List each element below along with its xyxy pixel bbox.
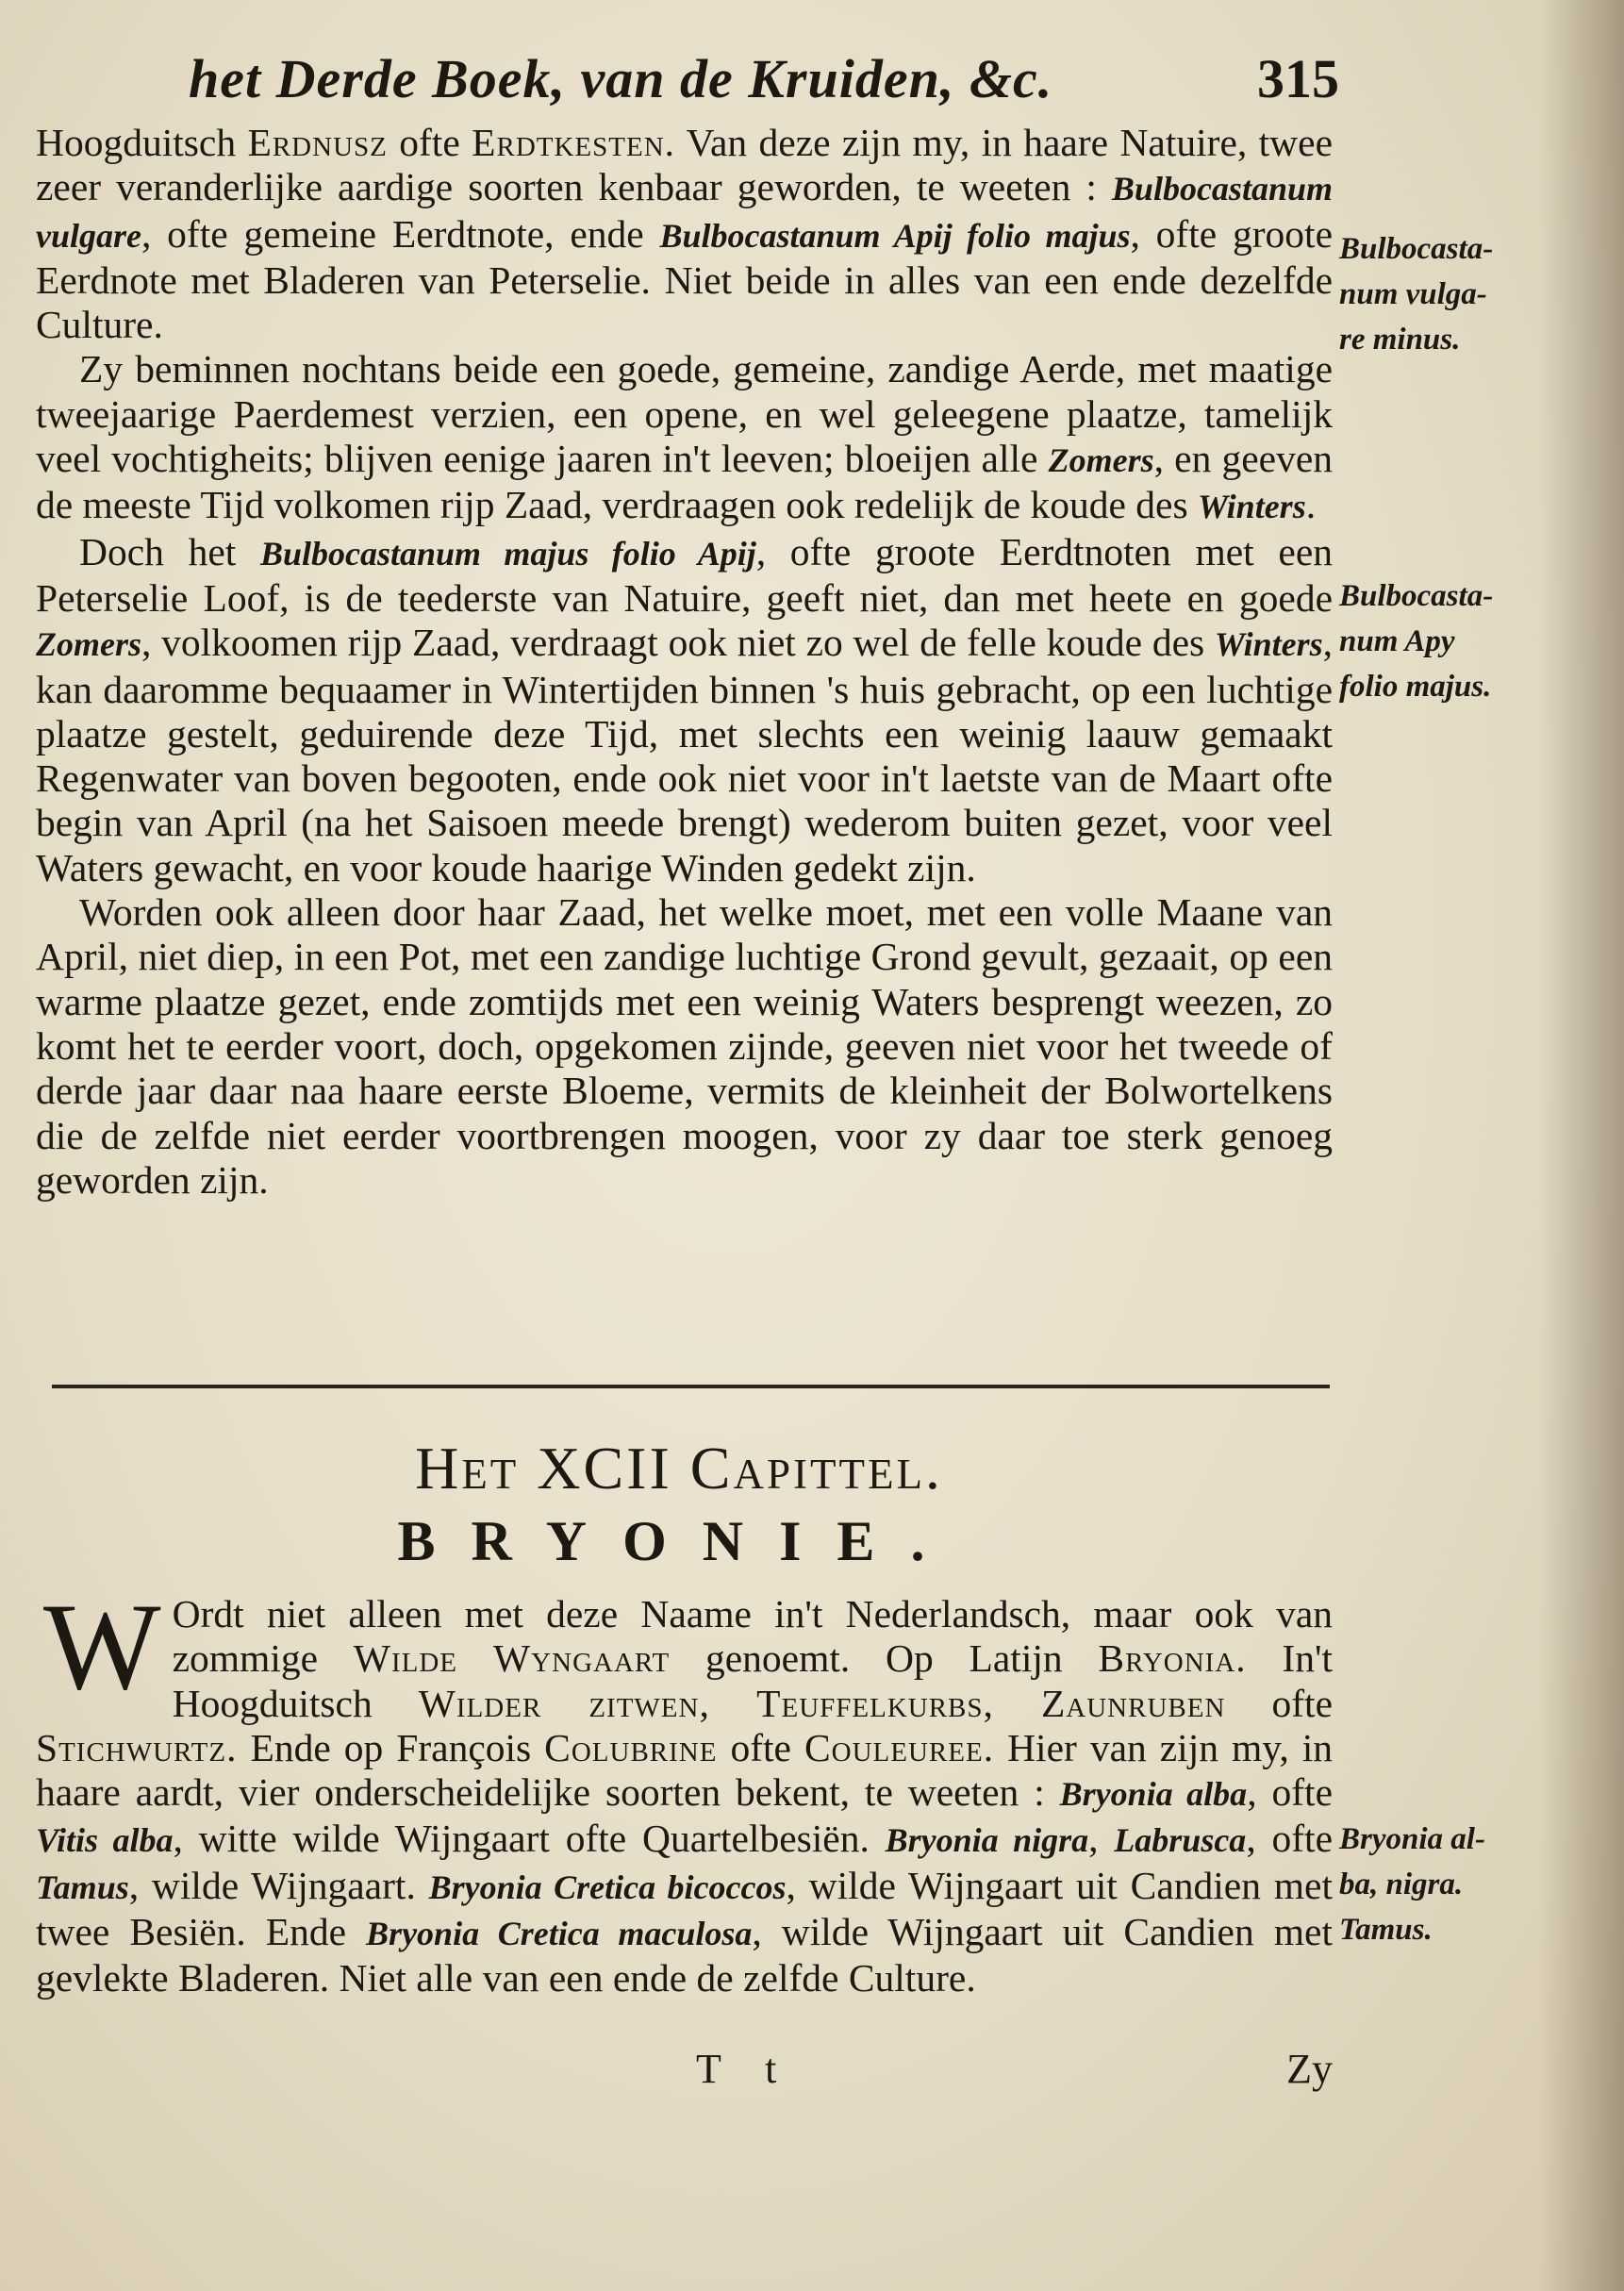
margin-note-2 bbox=[1339, 573, 1528, 709]
text-run: , ofte bbox=[1247, 1770, 1333, 1815]
paragraph-1 bbox=[36, 121, 1333, 347]
text-run: genoemt. Op Latijn bbox=[670, 1636, 1099, 1681]
running-head: het Derde Boek, van de Kruiden, &c. bbox=[189, 48, 1053, 109]
term-erdtkesten: Erdtkesten. bbox=[472, 121, 676, 164]
margin-note-line: re minus. bbox=[1339, 323, 1461, 357]
chapter-title: BRYONIE. bbox=[397, 1510, 961, 1572]
term-bryonia: Bryonia. bbox=[1098, 1636, 1247, 1681]
catchword: Zy bbox=[1286, 2046, 1333, 2092]
text-run: , wilde Wijngaart. bbox=[128, 1863, 429, 1907]
text-run: Ordt niet alleen met deze Naame in't Nederlandsch, maar ook van zommige bbox=[172, 1592, 1333, 1681]
margin-note-3 bbox=[1339, 1817, 1528, 1952]
latin-name: Bulbocastanum vulgare bbox=[36, 170, 1333, 255]
italic-word: Winters bbox=[1214, 625, 1323, 664]
text-run: , ofte groote Eerdtnoten met een Peterselie Loof, is de teederste van Natuire, geeft niet, dan met heete en goede bbox=[36, 529, 1333, 620]
text-run: , wilde Wijngaart uit Candien met gevlekte Bladeren. Niet alle van een ende de zelfde Culture. bbox=[36, 1910, 1333, 2000]
text-run: , kan daaromme bequaamer in Wintertijden binnen 's huis gebracht, op een luchtige plaatze gestelt, geduirende deze Tijd, met slechts een weinig laauw gemaakt Regenwater van boven begooten, ende ook niet voor in't laetste van de Maart ofte begin van April (na het Saisoen meede brengt) wederom buiten gezet, voor veel Waters gewacht, en voor koude haarige Winden gedekt zijn. bbox=[36, 621, 1333, 889]
latin-name: Vitis alba bbox=[36, 1821, 174, 1860]
section-two-text bbox=[36, 1577, 1333, 2001]
margin-note-line: folio majus. bbox=[1339, 670, 1492, 704]
term-erdnusz: Erdnusz bbox=[247, 121, 388, 164]
margin-note-line: Bulbocasta- bbox=[1339, 579, 1494, 613]
page-number: 315 bbox=[1257, 48, 1339, 109]
latin-name: Bryonia nigra bbox=[885, 1821, 1089, 1860]
section-divider bbox=[52, 1385, 1330, 1388]
margin-note-line: Bulbocasta- bbox=[1339, 232, 1494, 266]
text-run: ofte bbox=[1225, 1681, 1333, 1725]
latin-name: Bryonia Cretica maculosa bbox=[366, 1915, 753, 1953]
margin-note-line: Bryonia al- bbox=[1339, 1822, 1485, 1856]
latin-name: Bulbocastanum majus folio Apij bbox=[259, 534, 756, 573]
latin-name: Labrusca bbox=[1114, 1821, 1247, 1860]
italic-word: Zomers bbox=[36, 625, 141, 664]
latin-name: Bryonia alba bbox=[1059, 1775, 1248, 1814]
text-run: Ende op François bbox=[237, 1725, 545, 1769]
paragraph-3 bbox=[36, 530, 1333, 890]
term-couleuree: Couleuree. bbox=[804, 1725, 995, 1769]
term-german-names: Wilder zitwen, Teuffelkurbs, Zaunruben bbox=[418, 1681, 1226, 1725]
text-run: Van deze zijn my, in haare Natuire, twee zeer veranderlijke aardige soorten kenbaar geworden, te weeten : bbox=[36, 121, 1333, 209]
text-run: Doch het bbox=[79, 529, 260, 573]
term-wilde-wyngaart: Wilde Wyngaart bbox=[353, 1636, 671, 1681]
text-run: Zy beminnen nochtans beide een goede, gemeine, zandige Aerde, met maatige tweejaarige Paerdemest verzien, een opene, en wel geleegene plaatze, tamelijk veel vochtigheits; blijven eenige jaaren in't leeven; bloeijen alle bbox=[36, 347, 1333, 481]
text-run: , bbox=[1088, 1817, 1115, 1861]
term-stichwurtz: Stichwurtz. bbox=[36, 1725, 238, 1769]
paragraph-4: Worden ook alleen door haar Zaad, het welke moet, met een volle Maane van April, niet diep, in een Pot, met een zandige luchtige Grond gevult, gezaait, op een warme plaatze gezet, ende zomtijds met een weinig Waters besprengt weezen, zo komt het te eerder voort, doch, opgekomen zijnde, geeven niet voor het tweede of derde jaar daar naa haare eerste Bloeme, vermits de kleinheit der Bolwortelkens die de zelfde niet eerder voortbrengen moogen, voor zy daar toe sterk genoeg geworden zijn. bbox=[36, 890, 1333, 1202]
drop-cap: W bbox=[43, 1577, 161, 1716]
page-edge-shadow bbox=[1539, 0, 1624, 2291]
signature-mark: T t bbox=[696, 2046, 794, 2092]
page-footer bbox=[36, 2045, 1333, 2092]
latin-name: Bryonia Cretica bicoccos bbox=[428, 1868, 787, 1906]
margin-note-line: Tamus. bbox=[1339, 1913, 1433, 1947]
text-run: . bbox=[1305, 483, 1317, 527]
text-run: , ofte groote Eerdnote met Bladeren van Peterselie. Niet beide in alles van een ende dezelfde Culture. bbox=[36, 211, 1333, 347]
text-run: , en geeven de meeste Tijd volkomen rijp Zaad, verdraagen ook redelijk de koude des bbox=[36, 437, 1333, 527]
latin-name: Tamus bbox=[36, 1868, 129, 1906]
italic-word: Winters bbox=[1198, 488, 1306, 526]
term-colubrine: Colubrine bbox=[544, 1725, 718, 1769]
margin-note-1 bbox=[1339, 226, 1528, 362]
text-run: , witte wilde Wijngaart ofte Quartelbesiën. bbox=[173, 1817, 886, 1861]
text-run: , ofte gemeine Eerdtnote, ende bbox=[141, 211, 660, 256]
italic-word: Zomers bbox=[1048, 441, 1154, 480]
margin-note-line: num Apy bbox=[1339, 624, 1455, 658]
text-run: Hoogduitsch bbox=[36, 121, 248, 164]
text-run: In't Hoogduitsch bbox=[172, 1636, 1333, 1725]
text-run: Hier van zijn my, in haare aardt, vier onderscheidelijke soorten bekent, te weeten : bbox=[36, 1725, 1333, 1815]
margin-note-line: num vulga- bbox=[1339, 277, 1487, 311]
chapter-heading: Het XCII Capittel. bbox=[415, 1435, 943, 1502]
text-run: , ofte bbox=[1246, 1817, 1333, 1861]
text-run: ofte bbox=[387, 121, 472, 164]
latin-name: Bulbocastanum Apij folio majus bbox=[659, 216, 1131, 255]
text-run: ofte bbox=[717, 1725, 804, 1769]
margin-note-line: ba, nigra. bbox=[1339, 1868, 1464, 1901]
page-header bbox=[189, 38, 1339, 123]
section-one-text bbox=[36, 121, 1333, 1203]
paragraph-2 bbox=[36, 347, 1333, 529]
text-run: , volkoomen rijp Zaad, verdraagt ook niet zo wel de felle koude des bbox=[141, 621, 1215, 665]
text-run: , wilde Wijngaart uit Candien met twee Besiën. Ende bbox=[36, 1863, 1333, 1954]
